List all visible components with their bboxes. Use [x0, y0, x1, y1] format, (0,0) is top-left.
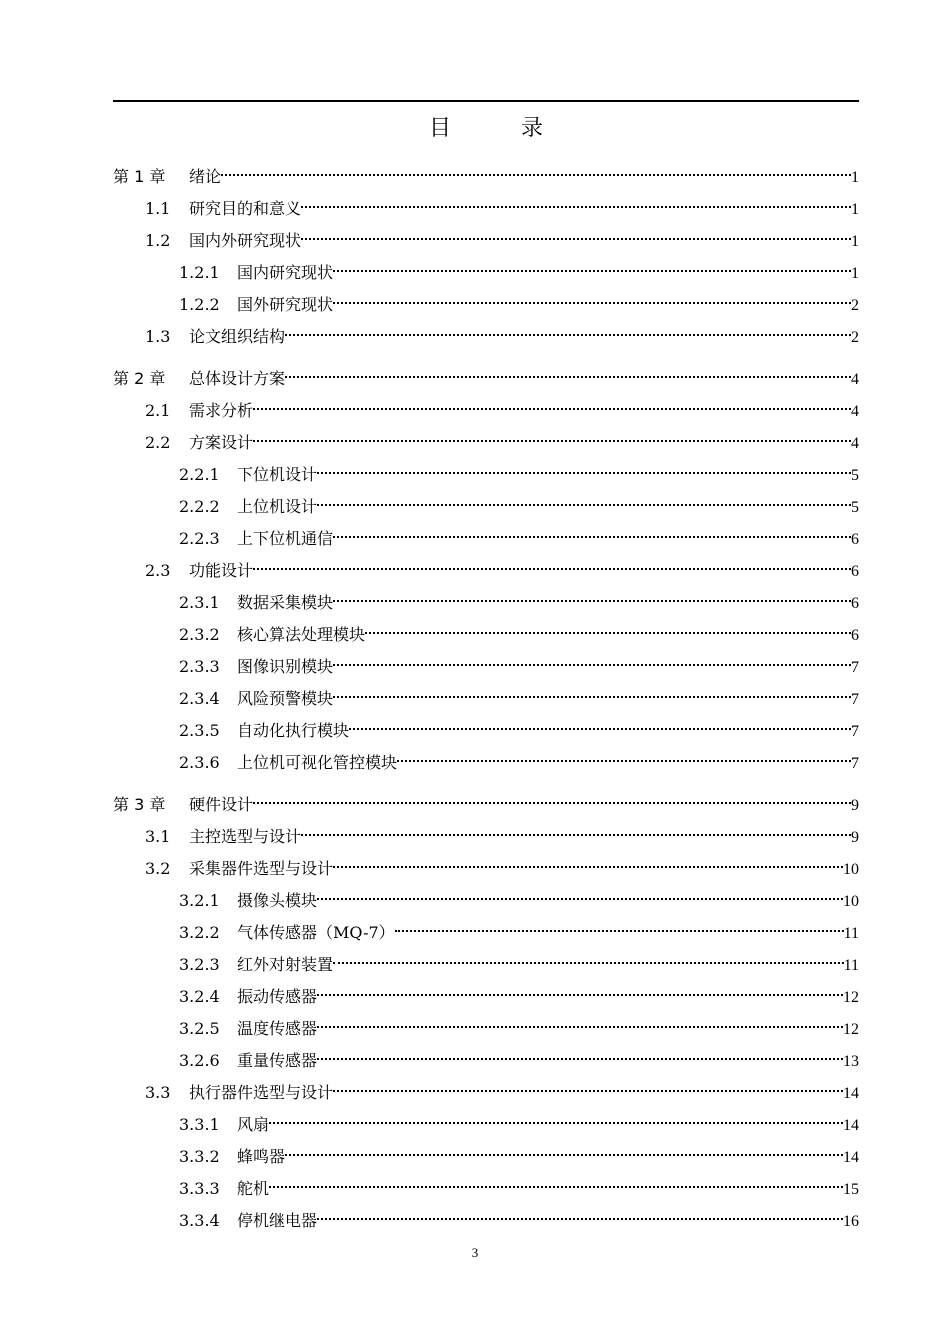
- dot-leader: [317, 1202, 843, 1226]
- toc-entry-page: 7: [851, 659, 859, 676]
- toc-entry-title: 硬件设计: [189, 795, 254, 814]
- toc-entry-title: 蜂鸣器: [237, 1147, 286, 1166]
- dot-leader: [333, 520, 851, 544]
- toc-entry[interactable]: [113, 254, 859, 282]
- toc-entry[interactable]: [113, 158, 859, 186]
- toc-entry-title: 功能设计: [189, 561, 254, 580]
- toc-entry[interactable]: [113, 424, 859, 452]
- dot-leader: [333, 648, 851, 672]
- dot-leader: [365, 616, 851, 640]
- toc-entry-page: 13: [843, 1053, 859, 1070]
- dot-leader: [333, 286, 851, 310]
- dot-leader: [285, 318, 851, 342]
- dot-leader: [269, 1106, 843, 1130]
- toc-entry-title: 方案设计: [189, 433, 254, 452]
- toc-entry[interactable]: [113, 1074, 859, 1102]
- toc-entry-title: 国内外研究现状: [189, 231, 302, 250]
- toc-entry-title: 上位机可视化管控模块: [237, 753, 398, 772]
- toc-entry-page: 10: [843, 861, 859, 878]
- toc-entry-number: 1.3: [145, 327, 171, 346]
- toc-entry-title: 国内研究现状: [237, 263, 334, 282]
- toc-entry-page: 12: [843, 1021, 859, 1038]
- toc-entry-title: 需求分析: [189, 401, 254, 420]
- toc-entry-title: 气体传感器（MQ-7）: [237, 923, 395, 942]
- toc-entry[interactable]: [113, 1170, 859, 1198]
- toc-entry-page: 15: [843, 1181, 859, 1198]
- dot-leader: [317, 882, 843, 906]
- toc-entry-title: 重量传感器: [237, 1051, 318, 1070]
- toc-entry-page: 11: [843, 957, 859, 974]
- toc-entry-number: 第 2 章: [113, 369, 166, 388]
- toc-entry[interactable]: [113, 712, 859, 740]
- toc-entry-page: 2: [851, 297, 859, 314]
- toc-entry[interactable]: [113, 552, 859, 580]
- dot-leader: [333, 850, 843, 874]
- toc-entry-number: 2.2.1: [179, 465, 220, 484]
- toc-entry-title: 停机继电器: [237, 1211, 318, 1230]
- toc-entry-number: 1.1: [145, 199, 171, 218]
- toc-entry-title: 国外研究现状: [237, 295, 334, 314]
- toc-entry[interactable]: [113, 360, 859, 388]
- toc-entry-number: 3.3.2: [179, 1147, 220, 1166]
- toc-entry-title: 总体设计方案: [189, 369, 286, 388]
- toc-entry-page: 7: [851, 723, 859, 740]
- toc-entry-title: 数据采集模块: [237, 593, 334, 612]
- toc-entry-page: 4: [851, 403, 859, 420]
- toc-entry[interactable]: [113, 680, 859, 708]
- toc-entry-number: 2.3.1: [179, 593, 220, 612]
- dot-leader: [253, 424, 851, 448]
- toc-entry[interactable]: [113, 1106, 859, 1134]
- dot-leader: [317, 488, 851, 512]
- toc-entry-number: 1.2.2: [179, 295, 220, 314]
- toc-entry[interactable]: [113, 616, 859, 644]
- toc-entry[interactable]: [113, 456, 859, 484]
- toc-entry-number: 3.2.4: [179, 987, 220, 1006]
- page-number: 3: [471, 1245, 479, 1260]
- toc-entry[interactable]: [113, 786, 859, 814]
- toc-entry[interactable]: [113, 584, 859, 612]
- toc-entry-page: 1: [851, 265, 859, 282]
- toc-entry-page: 1: [851, 169, 859, 186]
- toc-entry-title: 舵机: [237, 1179, 270, 1198]
- toc-entry-page: 6: [851, 627, 859, 644]
- dot-leader: [317, 1042, 843, 1066]
- toc-entry-number: 3.2.1: [179, 891, 220, 910]
- toc-entry-page: 2: [851, 329, 859, 346]
- toc-entry-title: 执行器件选型与设计: [189, 1083, 334, 1102]
- toc-entry-number: 3.2.5: [179, 1019, 220, 1038]
- dot-leader: [395, 914, 844, 938]
- toc-entry-number: 3.2: [145, 859, 171, 878]
- toc-entry[interactable]: [113, 914, 859, 942]
- toc-entry[interactable]: [113, 978, 859, 1006]
- dot-leader: [221, 158, 851, 182]
- toc-entry-title: 上下位机通信: [237, 529, 334, 548]
- toc-entry[interactable]: [113, 946, 859, 974]
- toc-entry[interactable]: [113, 1042, 859, 1070]
- toc-entry-number: 3.2.3: [179, 955, 220, 974]
- dot-leader: [285, 1138, 843, 1162]
- dot-leader: [349, 712, 851, 736]
- toc-entry-number: 2.3.4: [179, 689, 220, 708]
- toc-entry[interactable]: [113, 744, 859, 772]
- toc-entry-title: 自动化执行模块: [237, 721, 350, 740]
- toc-entry-number: 2.3.2: [179, 625, 220, 644]
- dot-leader: [253, 786, 851, 810]
- toc-entry-page: 5: [851, 499, 859, 516]
- toc-entry[interactable]: [113, 318, 859, 346]
- dot-leader: [333, 254, 851, 278]
- toc-entry-page: 11: [843, 925, 859, 942]
- toc-entry-number: 2.3.3: [179, 657, 220, 676]
- toc-entry-number: 3.1: [145, 827, 171, 846]
- toc-entry-page: 16: [843, 1213, 859, 1230]
- toc-entry-number: 2.3: [145, 561, 171, 580]
- dot-leader: [317, 978, 843, 1002]
- toc-entry-title: 图像识别模块: [237, 657, 334, 676]
- toc-entry-page: 1: [851, 233, 859, 250]
- toc-entry-page: 6: [851, 563, 859, 580]
- toc-entry-page: 6: [851, 595, 859, 612]
- toc-entry[interactable]: [113, 850, 859, 878]
- toc-entry[interactable]: [113, 1138, 859, 1166]
- header-rule: [113, 100, 859, 102]
- toc-entry-title: 绪论: [189, 167, 222, 186]
- toc-entry-page: 4: [851, 435, 859, 452]
- toc-entry-number: 2.2: [145, 433, 171, 452]
- toc-entry[interactable]: [113, 648, 859, 676]
- toc-entry-title: 下位机设计: [237, 465, 318, 484]
- toc-entry[interactable]: [113, 190, 859, 218]
- toc-entry[interactable]: [113, 1202, 859, 1230]
- dot-leader: [269, 1170, 843, 1194]
- toc-entry-number: 1.2.1: [179, 263, 220, 282]
- dot-leader: [317, 1010, 843, 1034]
- toc-entry-number: 第 3 章: [113, 795, 166, 814]
- toc-entry-number: 3.2.6: [179, 1051, 220, 1070]
- toc-entry-page: 4: [851, 371, 859, 388]
- toc-entry-number: 3.3.1: [179, 1115, 220, 1134]
- toc-entry-number: 2.3.5: [179, 721, 220, 740]
- toc-entry-title: 采集器件选型与设计: [189, 859, 334, 878]
- dot-leader: [301, 222, 851, 246]
- toc-entry-number: 3.3.4: [179, 1211, 220, 1230]
- dot-leader: [333, 584, 851, 608]
- toc-entry-title: 主控选型与设计: [189, 827, 302, 846]
- toc-entry-number: 2.2.3: [179, 529, 220, 548]
- toc-entry-number: 3.3.3: [179, 1179, 220, 1198]
- toc-entry-page: 14: [843, 1085, 859, 1102]
- toc-entry[interactable]: [113, 818, 859, 846]
- dot-leader: [333, 946, 844, 970]
- toc-entry-number: 1.2: [145, 231, 171, 250]
- toc-entry[interactable]: [113, 520, 859, 548]
- dot-leader: [285, 360, 851, 384]
- dot-leader: [317, 456, 851, 480]
- toc-entry-number: 2.2.2: [179, 497, 220, 516]
- toc-entry-title: 上位机设计: [237, 497, 318, 516]
- toc-entry-page: 14: [843, 1117, 859, 1134]
- toc-entry[interactable]: [113, 392, 859, 420]
- toc-entry-page: 7: [851, 691, 859, 708]
- toc-entry-title: 研究目的和意义: [189, 199, 302, 218]
- toc-entry-title: 红外对射装置: [237, 955, 334, 974]
- toc-entry-page: 9: [851, 829, 859, 846]
- dot-leader: [253, 392, 851, 416]
- toc-entry-number: 2.3.6: [179, 753, 220, 772]
- dot-leader: [333, 1074, 843, 1098]
- toc-entry-page: 6: [851, 531, 859, 548]
- toc-entry-number: 第 1 章: [113, 167, 166, 186]
- toc-entry-page: 7: [851, 755, 859, 772]
- toc-entry-number: 3.2.2: [179, 923, 220, 942]
- toc-entry-page: 9: [851, 797, 859, 814]
- toc-entry-page: 10: [843, 893, 859, 910]
- toc-entry[interactable]: [113, 882, 859, 910]
- toc-entry-page: 1: [851, 201, 859, 218]
- toc-entry-title: 振动传感器: [237, 987, 318, 1006]
- dot-leader: [253, 552, 851, 576]
- dot-leader: [301, 818, 851, 842]
- toc-entry-number: 2.1: [145, 401, 171, 420]
- toc-entry-number: 3.3: [145, 1083, 171, 1102]
- toc-title: 目 录: [428, 116, 567, 141]
- toc-entry[interactable]: [113, 222, 859, 250]
- dot-leader: [301, 190, 851, 214]
- toc-entry-title: 核心算法处理模块: [237, 625, 366, 644]
- dot-leader: [397, 744, 851, 768]
- dot-leader: [333, 680, 851, 704]
- toc-entry-title: 摄像头模块: [237, 891, 318, 910]
- toc-entry[interactable]: [113, 1010, 859, 1038]
- toc-entry-title: 论文组织结构: [189, 327, 286, 346]
- toc-entry[interactable]: [113, 488, 859, 516]
- toc-entry-page: 14: [843, 1149, 859, 1166]
- toc-entry-title: 温度传感器: [237, 1019, 318, 1038]
- toc-entry-title: 风险预警模块: [237, 689, 334, 708]
- toc-entry-page: 12: [843, 989, 859, 1006]
- toc-entry-page: 5: [851, 467, 859, 484]
- toc-entry[interactable]: [113, 286, 859, 314]
- toc-entry-title: 风扇: [237, 1115, 270, 1134]
